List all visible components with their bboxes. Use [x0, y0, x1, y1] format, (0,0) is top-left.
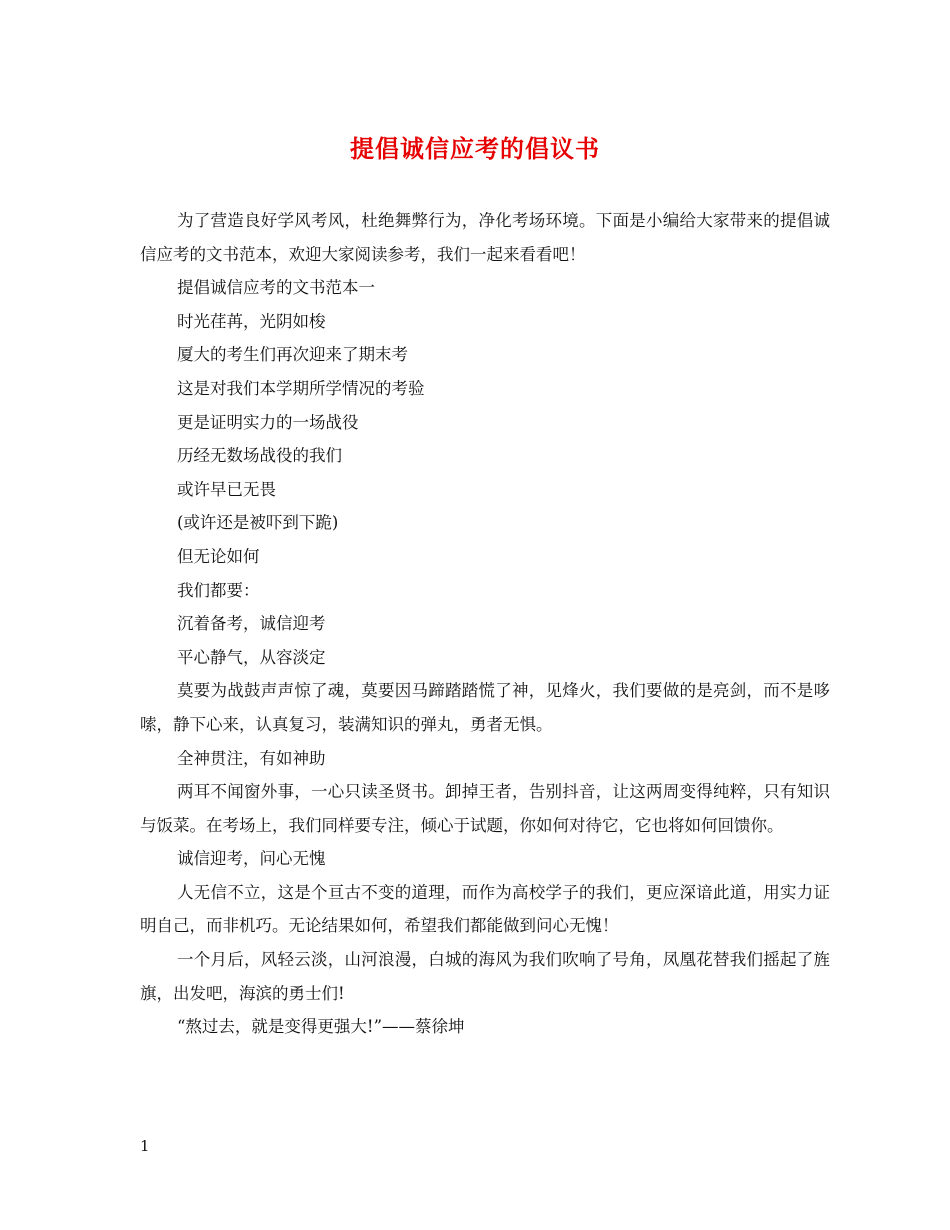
paragraph-6: 更是证明实力的一场战役: [177, 412, 359, 432]
paragraph-8: 或许早已无畏: [177, 479, 276, 499]
paragraph-19: 一个月后，风轻云淡，山河浪漫，白城的海风为我们吹响了号角，凤凰花替我们摇起了旌旗，出发吧，海滨的勇士们!: [140, 950, 830, 1003]
paragraph-1: 为了营造良好学风考风，杜绝舞弊行为，净化考场环境。下面是小编给大家带来的提倡诚信应考的文书范本，欢迎大家阅读参考，我们一起来看看吧！: [140, 211, 830, 264]
paragraph-2: 提倡诚信应考的文书范本一: [177, 278, 375, 298]
paragraph-5: 这是对我们本学期所学情况的考验: [177, 378, 425, 398]
paragraph-18: 人无信不立，这是个亘古不变的道理，而作为高校学子的我们，更应深谙此道，用实力证明自己，而非机巧。无论结果如何，希望我们都能做到问心无愧！: [140, 882, 830, 936]
paragraph-17: 诚信迎考，问心无愧: [177, 849, 326, 869]
paragraph-14: 莫要为战鼓声声惊了魂，莫要因马蹄踏踏慌了神，见烽火，我们要做的是亮剑，而不是哆嗦，静下心来，认真复习，装满知识的弹丸，勇者无惧。: [140, 681, 830, 734]
paragraph-10: 但无论如何: [177, 546, 260, 566]
page-number: 1: [140, 1137, 150, 1155]
document-title: 提倡诚信应考的倡议书: [350, 134, 600, 163]
paragraph-3: 时光荏苒，光阴如梭: [177, 311, 326, 331]
paragraph-15: 全神贯注，有如神助: [177, 748, 326, 768]
paragraph-12: 沉着备考，诚信迎考: [177, 614, 326, 634]
paragraph-9: (或许还是被吓到下跪): [177, 513, 339, 533]
paragraph-20: “熬过去，就是变得更强大!”——蔡徐坤: [177, 1017, 465, 1037]
document-body: [140, 204, 830, 1044]
paragraph-13: 平心静气，从容淡定: [177, 647, 326, 667]
paragraph-7: 历经无数场战役的我们: [177, 446, 342, 466]
paragraph-11: 我们都要：: [177, 580, 260, 600]
paragraph-16: 两耳不闻窗外事，一心只读圣贤书。卸掉王者，告别抖音，让这两周变得纯粹，只有知识与饭菜。在考场上，我们同样要专注，倾心于试题，你如何对待它，它也将如何回馈你。: [140, 782, 830, 835]
paragraph-4: 厦大的考生们再次迎来了期末考: [177, 345, 408, 365]
